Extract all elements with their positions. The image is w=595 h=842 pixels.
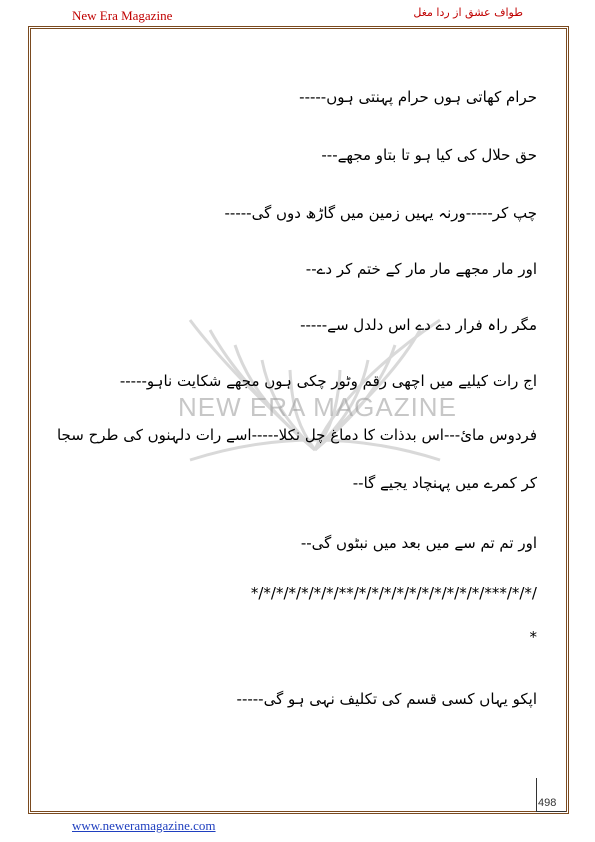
text-line: مگر راہ فرار دے دے اس دلدل سے----- bbox=[300, 316, 537, 334]
text-line: اج رات کیلیے میں اچھی رقم وٹور چکی ہوں مجھے شکایت ناہو----- bbox=[119, 372, 537, 390]
text-line: اپکو یہاں کسی قسم کی تکلیف نہی ہو گی----- bbox=[236, 690, 537, 708]
text-line: حق حلال کی کیا ہو تا بتاو مجھے--- bbox=[321, 146, 537, 164]
separator-star: * bbox=[529, 628, 537, 646]
watermark-text: NEW ERA MAGAZINE bbox=[178, 392, 457, 422]
separator-stars: */*/*/*/*/*/*/**/*/*/*/*/*/*/*/*/*/*/***/*/*/ bbox=[250, 584, 537, 602]
footer-link[interactable]: www.neweramagazine.com bbox=[72, 818, 216, 833]
text-line: فردوس مائ---اس بدذات کا دماغ چل نکلا-----اسے رات دلہنوں کی طرح سجا bbox=[56, 426, 537, 444]
text-line: چپ کر-----ورنہ یہیں زمین میں گاڑھ دوں گی----- bbox=[224, 204, 537, 222]
text-line: اور مار مجھے مار مار کے ختم کر دے-- bbox=[305, 260, 537, 278]
text-line: حرام کھاتی ہوں حرام پہنتی ہوں----- bbox=[299, 88, 537, 106]
magazine-name: New Era Magazine bbox=[72, 8, 173, 23]
page-number: 498 bbox=[538, 797, 557, 809]
text-line: اور تم تم سے میں بعد میں نبٹوں گی-- bbox=[300, 534, 537, 552]
novel-title: طواف عشق از ردا مغل bbox=[413, 6, 523, 19]
text-line: کر کمرے میں پہنچاد یجیے گا-- bbox=[352, 474, 537, 492]
